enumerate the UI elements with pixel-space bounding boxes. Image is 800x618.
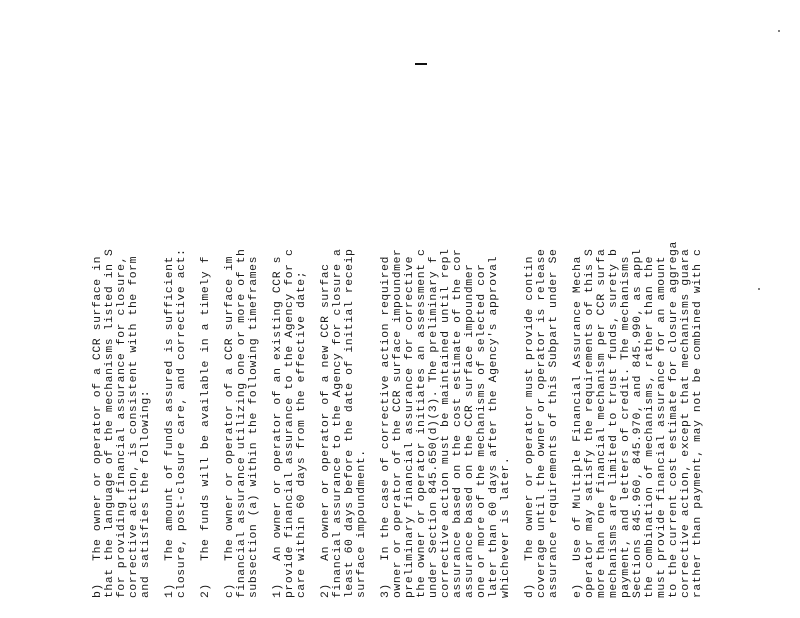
text-line: and satisfies the following: [140,389,152,598]
text-line: later than 60 days after the Agency's approval [488,255,500,598]
text-line: Sections 845.960, 845.970, and 845.990, as appl [632,248,644,598]
text-line: to the current cost estimate for closure aggrega [668,241,680,598]
text-line: financial assurance to the Agency for closure a [332,248,344,598]
text-line: preliminary financial assurance for corrective [404,255,416,598]
text-line: rather than payment, may not be combined with c [692,248,704,598]
text-line: assurance based on the CCR surface impoundmer [464,263,476,598]
text-line: must provide financial assurance for an amount [656,255,668,598]
text-line: whichever is later. [500,456,512,598]
text-line: one or more of the mechanisms of selected cor [476,263,488,598]
text-line: 1) An owner or operator of an existing CCR s [272,255,284,598]
text-line: that the language of the mechanisms listed in S [104,248,116,598]
text-line: provide financial assurance to the Agency for c [284,248,296,598]
scan-speck [758,288,760,290]
text-line: the combination of mechanisms, rather than the [644,255,656,598]
text-line: owner or operator of the CCR surface impoundmer [392,248,404,598]
text-line: assurance requirements of this Subpart under Se [548,248,560,598]
text-line: surface impoundment. [356,449,368,598]
text-line: e) Use of Multiple Financial Assurance Mecha [572,255,584,598]
text-line: d) The owner or operator must provide contin [524,255,536,598]
text-line: corrective action, is consistent with the form [128,255,140,598]
text-line: 2) An owner or operator of a new CCR surfac [320,263,332,598]
text-line: 3) In the case of corrective action required [380,255,392,598]
rotated-text-block [92,0,712,598]
text-line: 2) The funds will be available in a timely f [200,255,212,598]
text-line: corrective action must be maintained until repl [440,248,452,598]
text-line: assurance based on the cost estimate of the cor [452,248,464,598]
text-line: mechanisms are limited to trust funds, surety b [608,248,620,598]
text-line: financial assurance utilizing one or more of th [236,248,248,598]
scan-speck [778,30,780,32]
text-line: for providing financial assurance for closure, [116,255,128,598]
text-line: 1) The amount of funds assured is sufficient [164,255,176,598]
text-line: subsection (a) within the following timeframes [248,255,260,598]
text-line: closure, post-closure care, and corrective act: [176,248,188,598]
text-line: b) The owner or operator of a CCR surface in [92,255,104,598]
text-line: coverage until the owner or operator is release [536,248,548,598]
text-line: least 60 days before the date of initial receip [344,248,356,598]
text-line: payment, and letters of credit. The mechanisms [620,255,632,598]
text-line: operator may satisfy the requirements of this S [584,248,596,598]
text-line: under Section 845.650(d)(3). The preliminary f [428,255,440,598]
text-line: c) The owner or operator of a CCR surface im [224,255,236,598]
text-line: more than one financial mechanism per CCR surfa [596,248,608,598]
text-line: corrective action, except that mechanisms guara [680,248,692,598]
text-line: the owner or operator initiates an assessment c [416,248,428,598]
text-line: care within 60 days from the effective date; [296,270,308,598]
